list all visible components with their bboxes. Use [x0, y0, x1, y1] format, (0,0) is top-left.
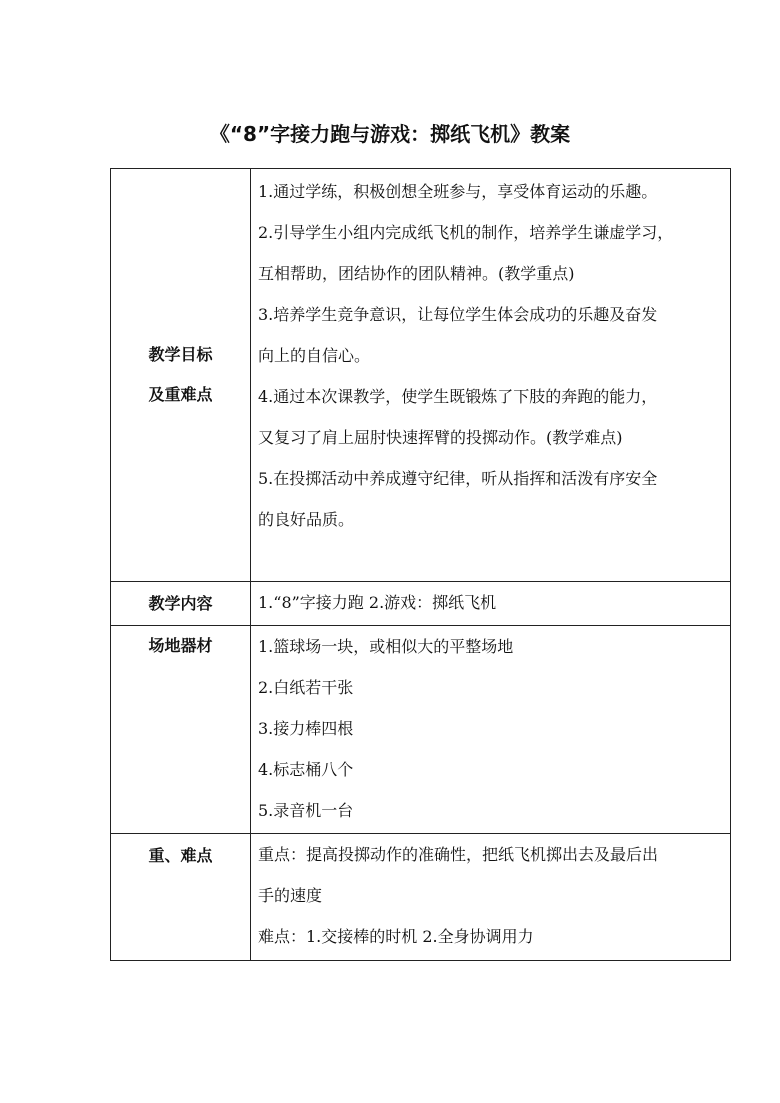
table-row-goals: [111, 169, 731, 582]
content-line: 1.“8”字接力跑 2.游戏：掷纸飞机: [258, 593, 497, 612]
table-row-content: [111, 582, 731, 626]
goal-line: 4.通过本次课教学，使学生既锻炼了下肢的奔跑的能力，: [258, 387, 658, 406]
equipment-line: 2.白纸若干张: [258, 678, 354, 697]
goals-label-cell: [111, 169, 251, 582]
key-point-line: 难点：1.交接棒的时机 2.全身协调用力: [258, 927, 534, 946]
goals-content-cell: [251, 169, 731, 582]
equipment-line: 5.录音机一台: [258, 801, 354, 820]
goal-line: 3.培养学生竞争意识，让每位学生体会成功的乐趣及奋发: [258, 305, 658, 324]
content-text-cell: [251, 582, 731, 626]
goals-label-line-1: 教学目标: [148, 345, 213, 364]
table-row-equipment: [111, 626, 731, 834]
key-points-content-cell: [251, 834, 731, 961]
content-label-cell: 教学内容: [111, 582, 251, 626]
equipment-content-cell: [251, 626, 731, 834]
equipment-line: 4.标志桶八个: [258, 760, 354, 779]
goals-label-line-2: 及重难点: [148, 385, 213, 404]
goal-line: 向上的自信心。: [258, 346, 371, 365]
table-row-key-points: [111, 834, 731, 961]
goal-line: 又复习了肩上屈肘快速挥臂的投掷动作。(教学难点): [258, 428, 623, 447]
equipment-line: 3.接力棒四根: [258, 719, 354, 738]
key-point-line: 重点：提高投掷动作的准确性，把纸飞机掷出去及最后出: [258, 845, 659, 864]
goal-line: 互相帮助，团结协作的团队精神。(教学重点): [258, 264, 575, 283]
equipment-line: 1.篮球场一块，或相似大的平整场地: [258, 637, 514, 656]
document-title: 《“8”字接力跑与游戏：掷纸飞机》教案: [209, 122, 571, 146]
equipment-label-cell: 场地器材: [111, 626, 251, 834]
goal-line: 5.在投掷活动中养成遵守纪律，听从指挥和活泼有序安全: [258, 469, 658, 488]
key-point-line: 手的速度: [258, 886, 323, 905]
lesson-plan-table: [110, 168, 731, 961]
goal-line: 的良好品质。: [258, 510, 355, 529]
goal-line: 2.引导学生小组内完成纸飞机的制作，培养学生谦虚学习，: [258, 223, 674, 242]
goal-line: 1.通过学练，积极创想全班参与，享受体育运动的乐趣。: [258, 182, 658, 201]
key-points-label-cell: 重、难点: [111, 834, 251, 961]
